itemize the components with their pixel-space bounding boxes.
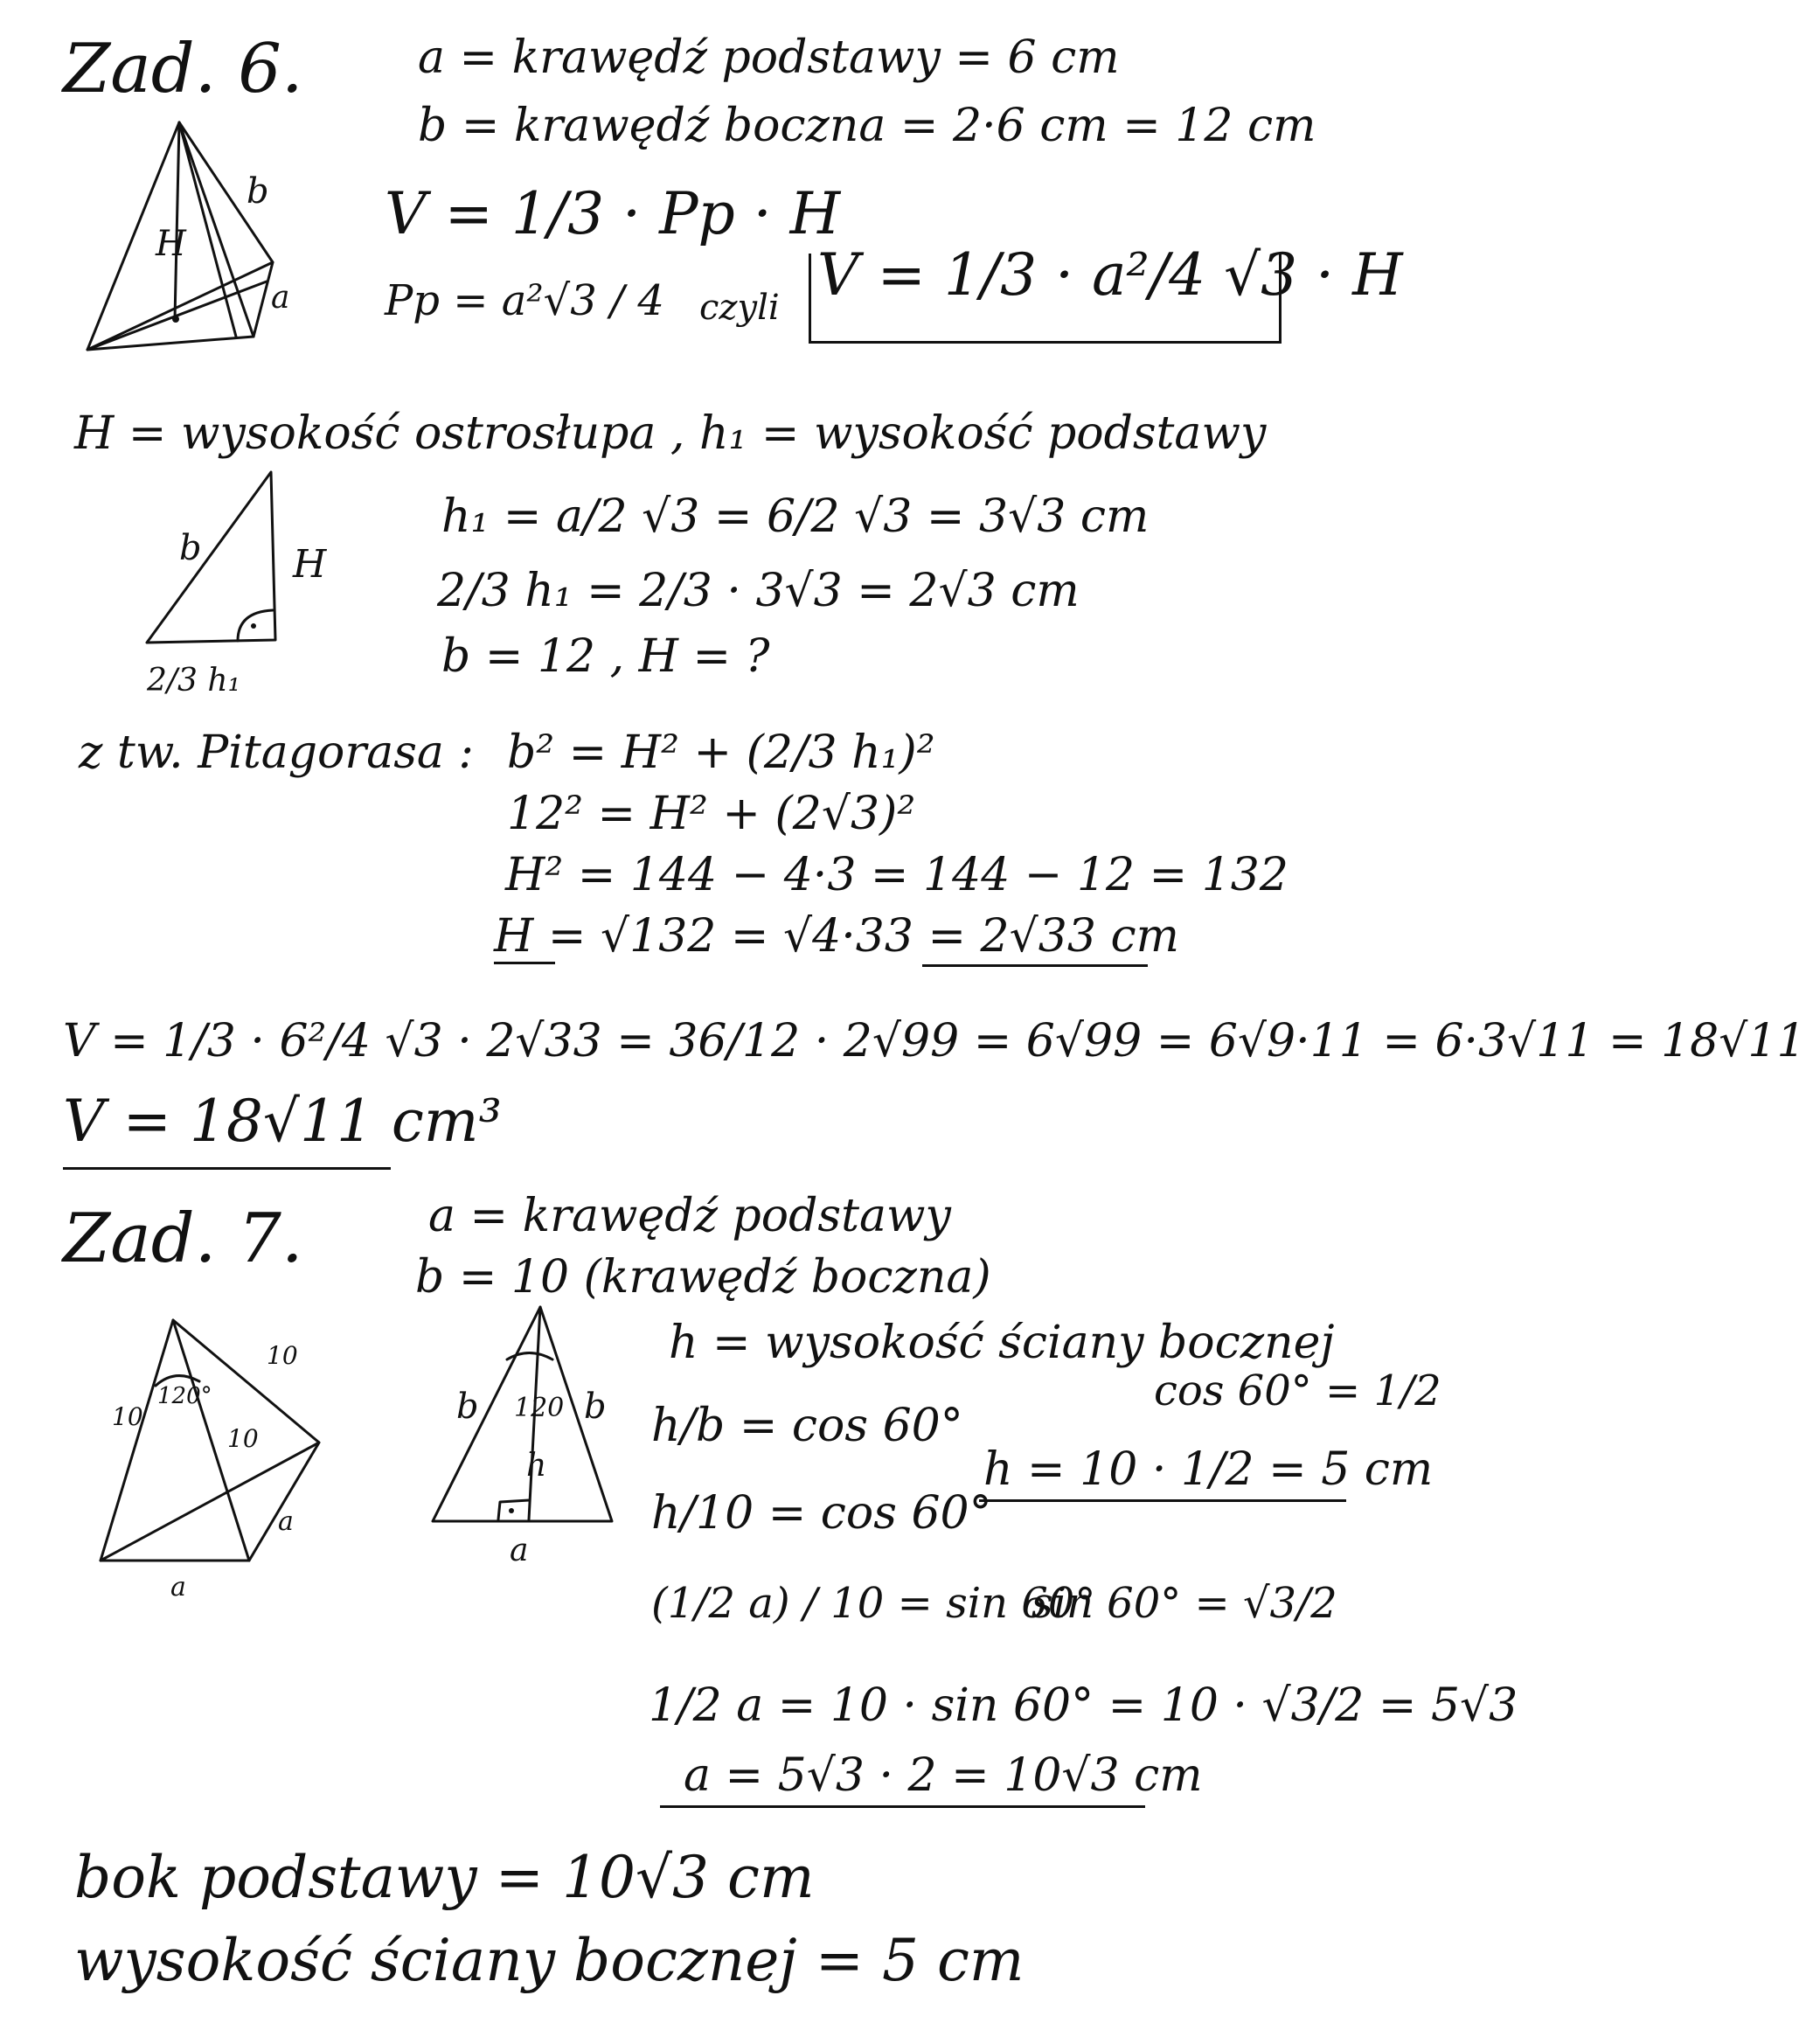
- task7-answer1: bok podstawy = 10√3 cm: [74, 1844, 815, 1911]
- task6-h1-calc: h₁ = a/2 √3 = 6/2 √3 = 3√3 cm: [441, 490, 1150, 543]
- task6-definitions: H = wysokość ostrosłupa , h₁ = wysokość podstawy: [74, 407, 1267, 460]
- fig4-label-left: b: [456, 1387, 479, 1427]
- fig4-label-right: b: [584, 1387, 607, 1427]
- task6-pyth3: H² = 144 − 4·3 = 144 − 12 = 132: [505, 849, 1289, 901]
- task7-eq3: (1/2 a) / 10 = sin 60°: [651, 1579, 1096, 1628]
- fig2-label-base: 2/3 h₁: [147, 663, 240, 699]
- task6-volume-boxed: V = 1/3 · a²/4 √3 · H: [817, 241, 1403, 309]
- fig3-label-bottom: a: [170, 1572, 186, 1603]
- task6-volume-formula: V = 1/3 · Pp · H: [385, 180, 841, 247]
- fig4-label-base: a: [510, 1533, 529, 1568]
- task7-eq5: a = 5√3 · 2 = 10√3 cm: [684, 1749, 1203, 1802]
- fig1-label-H: H: [156, 224, 186, 264]
- task6-heading: Zad. 6.: [63, 30, 303, 108]
- task6-volume-result: V = 18√11 cm³: [63, 1088, 502, 1155]
- task6-volume-calc: V = 1/3 · 6²/4 √3 · 2√33 = 36/12 · 2√99 = 6√99 = 6√9·11 = 6·3√11 = 18√11: [63, 1015, 1806, 1067]
- task7-given-b: b = 10 (krawędź boczna): [415, 1251, 991, 1304]
- task7-given-a: a = krawędź podstawy: [428, 1190, 951, 1242]
- task7-h-def: h = wysokość ściany bocznej: [669, 1317, 1335, 1369]
- h-result-underline: [979, 1499, 1346, 1502]
- fig4-label-angle: 120: [514, 1393, 565, 1423]
- fig3-label-mid: 10: [227, 1424, 259, 1453]
- task6-pyth4: H = √132 = √4·33 = 2√33 cm: [494, 910, 1179, 963]
- task7-eq1: h/b = cos 60°: [651, 1400, 963, 1452]
- task7-answer2: wysokość ściany bocznej = 5 cm: [74, 1927, 1025, 1994]
- fig3-label-top: 10: [267, 1341, 298, 1370]
- fig4-label-h: h: [526, 1448, 547, 1484]
- task7-h-result: h = 10 · 1/2 = 5 cm: [983, 1443, 1434, 1496]
- fig2-label-b: b: [179, 528, 202, 568]
- task6-pyth2: 12² = H² + (2√3)²: [507, 788, 916, 840]
- task6-czyli: czyli: [699, 288, 780, 328]
- task6-pyth1: b² = H² + (2/3 h₁)²: [507, 727, 935, 779]
- task7-sin60: sin 60° = √3/2: [1032, 1579, 1337, 1628]
- fig3-label-angle: 120°: [157, 1383, 212, 1409]
- a-result-underline: [660, 1805, 1145, 1808]
- fig2-label-H: H: [293, 542, 327, 587]
- task6-pythagoras-label: z tw. Pitagorasa :: [79, 727, 474, 779]
- fig1-label-a: a: [271, 280, 290, 316]
- task7-heading: Zad. 7.: [63, 1199, 303, 1278]
- fig1-label-b: b: [247, 171, 269, 212]
- task6-two-thirds-h1: 2/3 h₁ = 2/3 · 3√3 = 2√3 cm: [437, 565, 1080, 617]
- task6-base-area: Pp = a²√3 / 4: [385, 276, 664, 325]
- fig3-label-left: 10: [112, 1402, 143, 1431]
- task6-given-b: b = krawędź boczna = 2·6 cm = 12 cm: [418, 100, 1316, 152]
- task6-given-a: a = krawędź podstawy = 6 cm: [418, 31, 1120, 84]
- task7-eq4: 1/2 a = 10 · sin 60° = 10 · √3/2 = 5√3: [649, 1679, 1518, 1732]
- fig3-label-right: a: [278, 1506, 294, 1537]
- task6-b-H: b = 12 , H = ?: [441, 630, 770, 683]
- task7-eq2: h/10 = cos 60°: [651, 1487, 992, 1540]
- task7-cos60: cos 60° = 1/2: [1154, 1366, 1441, 1415]
